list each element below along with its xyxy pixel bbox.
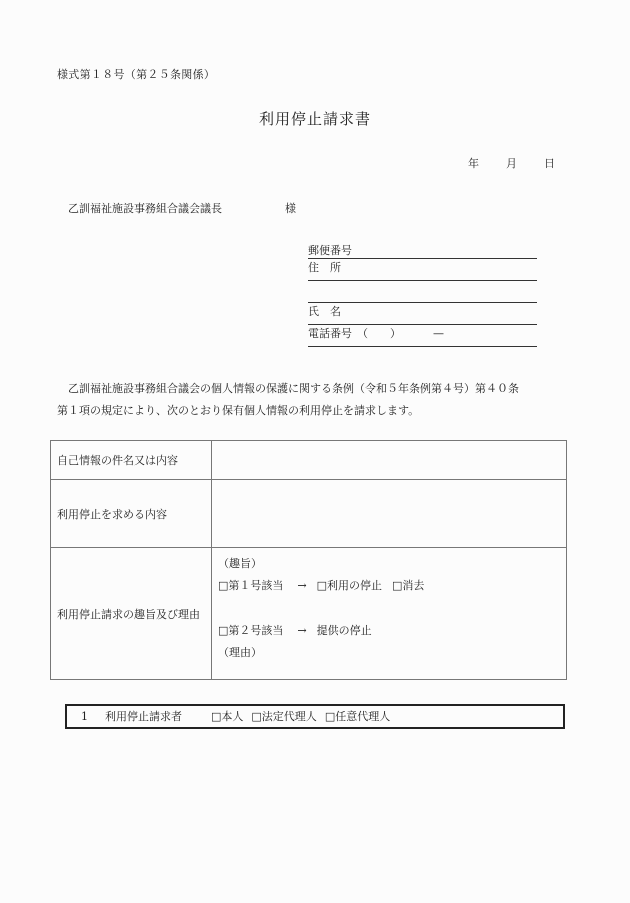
requester-number: 1 (81, 710, 88, 723)
item2-checkbox[interactable]: □ (218, 624, 229, 637)
requester-option-voluntary-agent[interactable]: □任意代理人 (324, 710, 391, 723)
name-label: 氏 名 (308, 305, 341, 318)
date-row (468, 155, 555, 171)
item2-label: 第２号該当 (228, 624, 284, 637)
subject-label: 自己情報の件名又は内容 (51, 441, 212, 480)
item2-result: 提供の停止 (316, 624, 372, 637)
document-title: 利用停止請求書 (258, 110, 371, 128)
option-stop-use-checkbox[interactable]: □利用の停止 (316, 579, 383, 592)
purpose-reason-cell[interactable] (212, 548, 567, 680)
requester-box (65, 704, 565, 729)
applicant-block (308, 244, 537, 347)
table-row (51, 480, 567, 548)
date-month-label: 月 (506, 157, 517, 170)
request-statement (57, 378, 577, 422)
requester-option-legal-agent[interactable]: □法定代理人 (251, 710, 317, 723)
requester-label: 利用停止請求者 (105, 710, 182, 723)
item1-line (218, 575, 560, 597)
item2-line (218, 620, 560, 642)
request-statement-line2: 第１項の規定により、次のとおり保有個人情報の利用停止を請求します。 (57, 404, 420, 417)
phone-label: 電話番号 (308, 327, 352, 340)
date-day-label: 日 (544, 157, 555, 170)
option-erase-checkbox[interactable]: □消去 (392, 579, 425, 592)
form-number: 様式第１８号（第２５条関係） (57, 68, 216, 81)
name-field[interactable] (308, 303, 537, 325)
purpose-reason-label: 利用停止請求の趣旨及び理由 (51, 548, 212, 680)
phone-dash: — (433, 327, 444, 340)
suspension-content-label: 利用停止を求める内容 (51, 480, 212, 548)
addressee-name: 乙訓福祉施設事務組合議会議長 (68, 202, 222, 215)
reason-heading: （理由） (218, 646, 262, 659)
item1-label: 第１号該当 (228, 579, 284, 592)
phone-area-code-paren: （ ） (357, 327, 401, 340)
address-field-line2[interactable] (308, 281, 537, 303)
date-year-label: 年 (468, 157, 479, 170)
request-statement-line1: 乙訓福祉施設事務組合議会の個人情報の保護に関する条例（令和５年条例第４号）第４０条 (68, 382, 519, 395)
requester-option-self[interactable]: □本人 (211, 710, 244, 723)
addressee-honorific: 様 (285, 202, 296, 215)
postal-code-field[interactable] (308, 244, 537, 259)
phone-field[interactable] (308, 325, 537, 347)
address-label: 住 所 (308, 261, 341, 274)
arrow-icon: → (297, 579, 307, 592)
purpose-heading: （趣旨） (218, 557, 262, 570)
item1-checkbox[interactable]: □ (218, 579, 229, 592)
table-row (51, 548, 567, 680)
postal-code-label: 郵便番号 (308, 244, 352, 257)
subject-input-cell[interactable] (212, 441, 567, 480)
suspension-content-input-cell[interactable] (212, 480, 567, 548)
arrow-icon: → (297, 624, 307, 637)
request-details-table (50, 440, 567, 680)
table-row (51, 441, 567, 480)
address-field[interactable] (308, 259, 537, 281)
